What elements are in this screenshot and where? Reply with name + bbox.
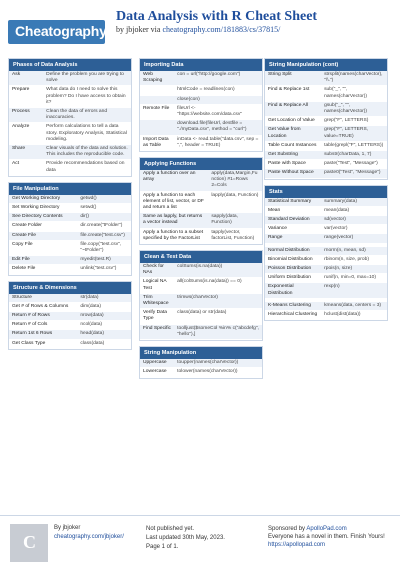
column-1	[8, 58, 132, 355]
table-row	[265, 102, 387, 117]
row-label: Apply a function to a subset specified by the FactorList	[143, 229, 204, 241]
subtitle-link[interactable]: cheatography.com/181883/cs/37815/	[162, 25, 281, 34]
table-row	[140, 309, 262, 324]
row-label: Get Working Directory	[12, 195, 61, 201]
row-label	[265, 244, 321, 246]
row-value	[321, 244, 387, 246]
row-value: kmeans(data, centers = 3)	[324, 302, 382, 308]
row-label: Variance	[268, 226, 287, 232]
sponsor-info	[268, 525, 393, 549]
table-row	[9, 71, 131, 86]
row-value: What data do I need to solve this problem? Do I have access to obtain it?	[46, 87, 126, 105]
row-label: Act	[12, 161, 20, 167]
table-row	[265, 311, 387, 320]
table-row	[265, 160, 387, 169]
row-value: var(vector)	[324, 226, 348, 232]
section-title: Importing Data	[140, 59, 262, 71]
cheatography-logo[interactable]	[8, 20, 105, 44]
section-structure-dimensions	[8, 281, 132, 350]
row-label: Ask	[12, 72, 21, 77]
sponsor-link[interactable]: ApolloPad.com	[306, 526, 347, 532]
subtitle-prefix: by jbjoker via	[116, 25, 163, 34]
table-row	[9, 232, 131, 241]
row-label: Verify Data Type	[143, 310, 167, 322]
page-title: Data Analysis with R Cheat Sheet	[116, 9, 318, 24]
row-label: Get # of Rows & Columns	[12, 303, 69, 309]
row-label: Import Data as Table	[143, 136, 169, 148]
row-label: Statistical Summary	[268, 198, 312, 204]
table-row	[265, 274, 387, 283]
table-row	[9, 321, 131, 330]
section-title: Stats	[265, 186, 387, 198]
row-value: class(data) or str(data)	[177, 310, 227, 316]
row-value: dir.create("tFolder")	[80, 223, 123, 229]
section-phases-of-data-analysis	[8, 58, 132, 177]
row-label: Delete File	[12, 266, 36, 272]
row-value: all(colSums(is.na(data)) == 0)	[177, 279, 242, 285]
row-label: Find Specific	[143, 325, 171, 331]
table-row	[140, 86, 262, 95]
table-row	[140, 359, 262, 368]
row-label: Paste Without Space	[268, 170, 314, 176]
row-label: Web Scraping	[143, 72, 163, 84]
section-file-manipulation	[8, 182, 132, 276]
row-label: Table Count Instances	[268, 142, 317, 148]
row-label: Find & Replace All	[268, 102, 308, 108]
row-value: range(vector)	[324, 235, 354, 241]
row-value: Perform calculations to tell a data story. Exploratory Analysis, Statistical modeling.	[46, 124, 127, 142]
table-row	[265, 302, 387, 311]
row-value: unlink("test.csv")	[80, 266, 117, 272]
row-value: con = url("http://google.com")	[177, 72, 241, 77]
row-value: toupper(names(charVector))	[177, 360, 239, 366]
row-label: Find & Replace 1st	[268, 87, 310, 93]
row-value: toolljust($someCol %in% c("abcdefg", "hello"),]	[177, 325, 259, 337]
last-updated: Last updated 30th May, 2023.	[146, 535, 225, 541]
row-label: Create Folder	[12, 223, 42, 229]
page-header	[0, 0, 400, 55]
section-title: File Manipulation	[9, 183, 131, 195]
row-label: String Split	[268, 72, 292, 77]
section-title: Phases of Data Analysis	[9, 59, 131, 71]
table-row	[265, 247, 387, 256]
row-label: Uppercase	[143, 360, 167, 366]
author-name: By jbjoker	[54, 525, 81, 531]
row-label: Copy File	[12, 241, 33, 247]
row-label: Trim Whitespace	[143, 294, 169, 307]
row-value: Provide recommendations based on data	[46, 161, 125, 173]
row-value: summary(data)	[324, 198, 357, 204]
section-stats	[264, 185, 388, 322]
row-value: nrow(data)	[80, 313, 104, 319]
table-row	[265, 71, 387, 86]
row-value: paste0("Test", "Message")	[324, 170, 381, 176]
row-value: head(data)	[80, 331, 104, 337]
row-label: Paste with Space	[268, 161, 306, 167]
row-value: Define the problem you are trying to solve	[46, 72, 124, 84]
row-label: Return # of Cols	[12, 322, 48, 328]
row-label: Mean	[268, 207, 281, 213]
row-value: hclust(dist(data))	[324, 312, 361, 318]
row-label	[140, 86, 174, 94]
row-value: Clean the data of errors and inaccuracies.	[46, 109, 108, 121]
row-value: tapply(vector, factorList, Function)	[211, 229, 255, 241]
row-value: sapply(data, Function)	[211, 214, 238, 226]
row-value: sd(vector)	[324, 217, 346, 223]
table-row	[9, 86, 131, 108]
section-applying-functions	[139, 157, 263, 245]
column-2	[139, 58, 263, 384]
table-row	[265, 207, 387, 216]
row-label	[140, 96, 174, 104]
row-value: ncol(data)	[80, 322, 103, 328]
row-value: colSums(is.na(data))	[177, 264, 223, 270]
row-label: K-Means Clustering	[268, 302, 311, 308]
table-row	[9, 256, 131, 265]
row-label: Remote File	[143, 105, 170, 111]
table-row	[265, 256, 387, 265]
table-row	[9, 160, 131, 175]
row-value: inData <- read.table("data.csv", sep = ",", header = TRUE)	[177, 136, 259, 148]
row-label: Set Working Directory	[12, 205, 60, 211]
row-value	[321, 299, 387, 301]
table-row	[140, 120, 262, 135]
table-row	[140, 368, 262, 377]
row-label: Prepare	[12, 87, 30, 93]
table-row	[140, 96, 262, 105]
table-row	[140, 136, 262, 151]
row-label	[265, 299, 321, 301]
table-row	[265, 283, 387, 298]
column-3	[264, 58, 388, 326]
row-value: file.create("test.csv")	[80, 232, 125, 238]
table-row	[265, 225, 387, 234]
row-value: tolower(names(charVector))	[177, 369, 238, 375]
table-row	[9, 330, 131, 339]
row-label: Get Class Type	[12, 340, 46, 346]
table-row	[265, 126, 387, 141]
row-label: Hierarchical Clustering	[268, 312, 318, 318]
table-row	[9, 294, 131, 303]
row-label: Return 1st 6 Rows	[12, 331, 53, 337]
row-label: Return # of Rows	[12, 313, 50, 319]
table-row	[140, 325, 262, 340]
table-row	[265, 216, 387, 225]
row-value: Clear visuals of the data and solution. This includes the reproducible code.	[46, 146, 128, 158]
row-label: Check for NAs	[143, 264, 164, 276]
row-value: apply(data,Margin,Function) #1=Rows 2=Cols	[211, 171, 258, 189]
row-value: substr(charData, 1, 7)	[324, 152, 372, 158]
table-row	[265, 198, 387, 207]
row-value: table(grepl("F", LETTERS))	[324, 142, 384, 148]
page-subtitle	[116, 25, 280, 34]
table-row	[9, 265, 131, 274]
row-value: fileUrl <- "https://website.com/data.csv"	[177, 105, 243, 118]
table-row	[9, 213, 131, 222]
table-row	[265, 234, 387, 243]
section-title: String Manipulation (cont)	[265, 59, 387, 71]
table-row	[9, 204, 131, 213]
table-row	[9, 222, 131, 231]
row-label: Uniform Distribution	[268, 275, 311, 281]
section-title: Clean & Test Data	[140, 251, 262, 263]
publish-info	[146, 525, 225, 552]
table-row	[140, 71, 262, 86]
row-label: Get Substring	[268, 152, 298, 158]
section-title: Structure & Dimensions	[9, 282, 131, 294]
row-value: lapply(data, Function)	[211, 192, 259, 198]
row-value: grep("F", LETTERS)	[324, 118, 369, 124]
table-row	[9, 108, 131, 123]
logo-text: Cheatography	[15, 23, 107, 39]
row-value: paste("Test", "Message")	[324, 161, 378, 167]
row-value: dim(data)	[80, 303, 101, 309]
row-value: rpois(n, size)	[324, 266, 353, 272]
table-row	[9, 123, 131, 145]
row-value: str(data)	[80, 294, 99, 300]
row-value: htmlCode = readlines(con)	[177, 87, 235, 93]
table-row	[265, 117, 387, 126]
table-row	[140, 213, 262, 228]
table-row	[140, 263, 262, 278]
table-row	[265, 265, 387, 274]
section-importing-data	[139, 58, 263, 152]
row-value: myedit(test.R)	[80, 257, 111, 263]
sponsor-url[interactable]: https://apollopad.com	[268, 542, 326, 548]
row-label: Normal Distribution	[268, 247, 310, 253]
table-row	[9, 303, 131, 312]
row-value: strsplit(names(charVector), "\\.")	[324, 72, 383, 84]
table-row	[9, 241, 131, 256]
table-row	[265, 151, 387, 160]
row-label: Edit File	[12, 257, 30, 263]
row-value: grep("F", LETTERS, value=TRUE)	[324, 127, 369, 139]
row-label: Logical NA Test	[143, 279, 167, 291]
row-value: dir()	[80, 214, 90, 220]
row-label: Structure	[12, 294, 32, 300]
table-row	[9, 145, 131, 160]
row-label: Same as lapply, but returns a vector instead	[143, 214, 203, 226]
row-value: setwd()	[80, 205, 97, 211]
author-link[interactable]: cheatography.com/jbjoker/	[54, 534, 124, 540]
avatar-letter: C	[23, 532, 36, 552]
row-value: file.copy("test.csv", "~tFolder")	[80, 241, 122, 254]
row-label	[140, 120, 174, 134]
row-value: rbinom(n, size, prob)	[324, 256, 369, 262]
author-avatar[interactable]	[10, 524, 48, 562]
row-label: Apply a function to each element of list, vector, or DF and return a list	[143, 192, 204, 211]
row-label: Analyze	[12, 124, 30, 130]
page-count: Page 1 of 1.	[146, 544, 179, 550]
table-row	[9, 340, 131, 349]
row-value: mean(data)	[324, 207, 350, 213]
row-value: trimws(charVector)	[177, 294, 218, 300]
row-value: close(con)	[177, 96, 200, 102]
page-footer	[0, 515, 400, 566]
section-clean-test-data	[139, 250, 263, 341]
table-row	[9, 195, 131, 204]
row-label: Apply a function over an array	[143, 171, 196, 183]
table-row	[265, 142, 387, 151]
row-value: runif(n, min=0, max=10)	[324, 275, 377, 281]
row-label: Poisson Distribution	[268, 266, 312, 272]
row-label: Lowercase	[143, 369, 167, 375]
row-value: gsub("_", "", names(charVector))	[324, 102, 368, 115]
row-value: getwd()	[80, 195, 97, 201]
table-row	[9, 312, 131, 321]
table-row	[265, 86, 387, 101]
section-string-manipulation	[139, 346, 263, 378]
row-label: Create File	[12, 232, 36, 238]
table-row	[140, 105, 262, 120]
section-string-manipulation-cont	[264, 58, 388, 180]
row-label: Binomial Distribution	[268, 256, 313, 262]
row-label: Exponential Distribution	[268, 284, 294, 296]
row-label: See Directory Contents	[12, 214, 63, 220]
published-status: Not published yet.	[146, 526, 195, 532]
row-label: Range	[268, 235, 283, 241]
table-row	[140, 192, 262, 214]
section-title: String Manipulation	[140, 347, 262, 359]
section-title: Applying Functions	[140, 158, 262, 170]
row-label: Standard Deviation	[268, 217, 310, 223]
table-row	[265, 169, 387, 178]
row-value: rexp(n)	[324, 284, 340, 290]
table-row	[140, 170, 262, 192]
row-value: sub("_", "", names(charVector))	[324, 87, 368, 99]
row-value: class(data)	[80, 340, 105, 346]
row-label: Process	[12, 109, 30, 115]
table-row	[140, 229, 262, 244]
row-label: Share	[12, 146, 26, 152]
table-row	[140, 278, 262, 293]
row-value: rnorm(n, mean, sd)	[324, 247, 366, 253]
sponsor-prefix: Sponsored by	[268, 526, 307, 532]
row-label: Get Location of Value	[268, 118, 315, 124]
table-row	[140, 294, 262, 309]
row-label: Get Value from Location	[268, 127, 301, 139]
row-value: download.file(fileUrl, destfile = "./myData.csv", method = "curl")	[177, 121, 247, 133]
sponsor-text: Everyone has a novel in them. Finish Yours!	[268, 534, 385, 540]
